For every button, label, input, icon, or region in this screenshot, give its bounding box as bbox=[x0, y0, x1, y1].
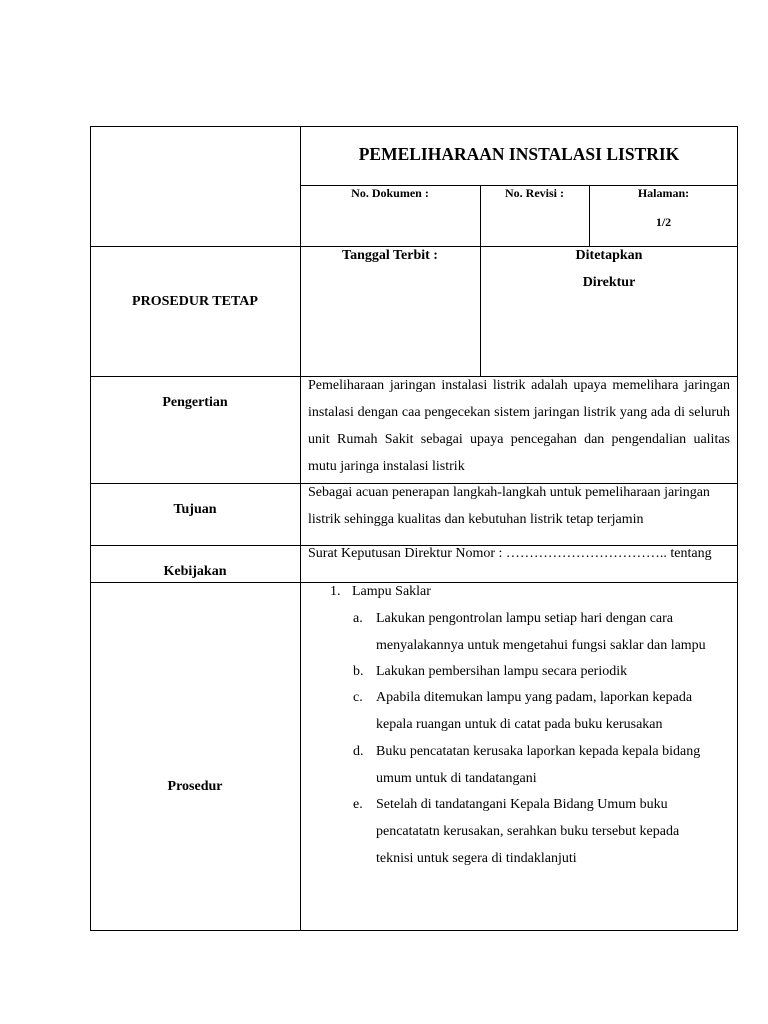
pengertian-label: Pengertian bbox=[162, 395, 228, 410]
sub-item-letter: c. bbox=[353, 690, 363, 705]
no-revisi-label: No. Revisi : bbox=[505, 186, 564, 200]
sub-item-text: Apabila ditemukan lampu yang padam, laporkan kepada kepala ruangan untuk di catat pada buku kerusakan bbox=[376, 690, 693, 732]
pengertian-text: Pemeliharaan jaringan instalasi listrik adalah upaya memelihara jaringan instalasi dengan caa pengecekan sistem jaringan listrik yang ada di seluruh unit Rumah Sakit sebagai upaya pencegahan dan pengendalian ualitas mutu jaringa instalasi listrik bbox=[308, 378, 730, 474]
tanggal-terbit-label: Tanggal Terbit : bbox=[342, 248, 438, 263]
no-dokumen-label: No. Dokumen : bbox=[351, 186, 429, 200]
sub-item-text: Lakukan pengontrolan lampu setiap hari dengan cara menyalakannya untuk mengetahui fungsi saklar dan lampu bbox=[376, 611, 706, 653]
sub-item-text: Lakukan pembersihan lampu secara periodik bbox=[376, 664, 628, 679]
sub-item-text: Setelah di tandatangani Kepala Bidang Umum buku pencatatatn kerusakan, serahkan buku tersebut kepada teknisi untuk segera di tindaklanjuti bbox=[376, 797, 680, 866]
sub-item-letter: e. bbox=[353, 797, 363, 812]
tujuan-text: Sebagai acuan penerapan langkah-langkah untuk pemeliharaan jaringan listrik sehingga kualitas dan kebutuhan listrik tetap terjamin bbox=[308, 485, 710, 527]
direktur-label: Direktur bbox=[582, 275, 636, 290]
tujuan-label: Tujuan bbox=[173, 502, 217, 517]
list-item-title: Lampu Saklar bbox=[352, 584, 431, 599]
list-item-number: 1. bbox=[330, 584, 341, 599]
halaman-value: 1/2 bbox=[655, 215, 672, 229]
sub-item-letter: b. bbox=[353, 664, 364, 679]
sub-item-text: Buku pencatatan kerusaka laporkan kepada kepala bidang umum untuk di tandatangani bbox=[376, 744, 701, 786]
sub-item-letter: a. bbox=[353, 611, 363, 626]
kebijakan-label: Kebijakan bbox=[163, 564, 227, 579]
halaman-label: Halaman: bbox=[637, 186, 690, 200]
prosedur-tetap-label: PROSEDUR TETAP bbox=[132, 294, 258, 309]
document-title: PEMELIHARAAN INSTALASI LISTRIK bbox=[358, 144, 680, 164]
kebijakan-text: Surat Keputusan Direktur Nomor : …………………………….. tentang bbox=[308, 546, 712, 561]
sub-item-letter: d. bbox=[353, 744, 364, 759]
ditetapkan-label: Ditetapkan bbox=[575, 248, 643, 263]
prosedur-label: Prosedur bbox=[167, 779, 223, 794]
